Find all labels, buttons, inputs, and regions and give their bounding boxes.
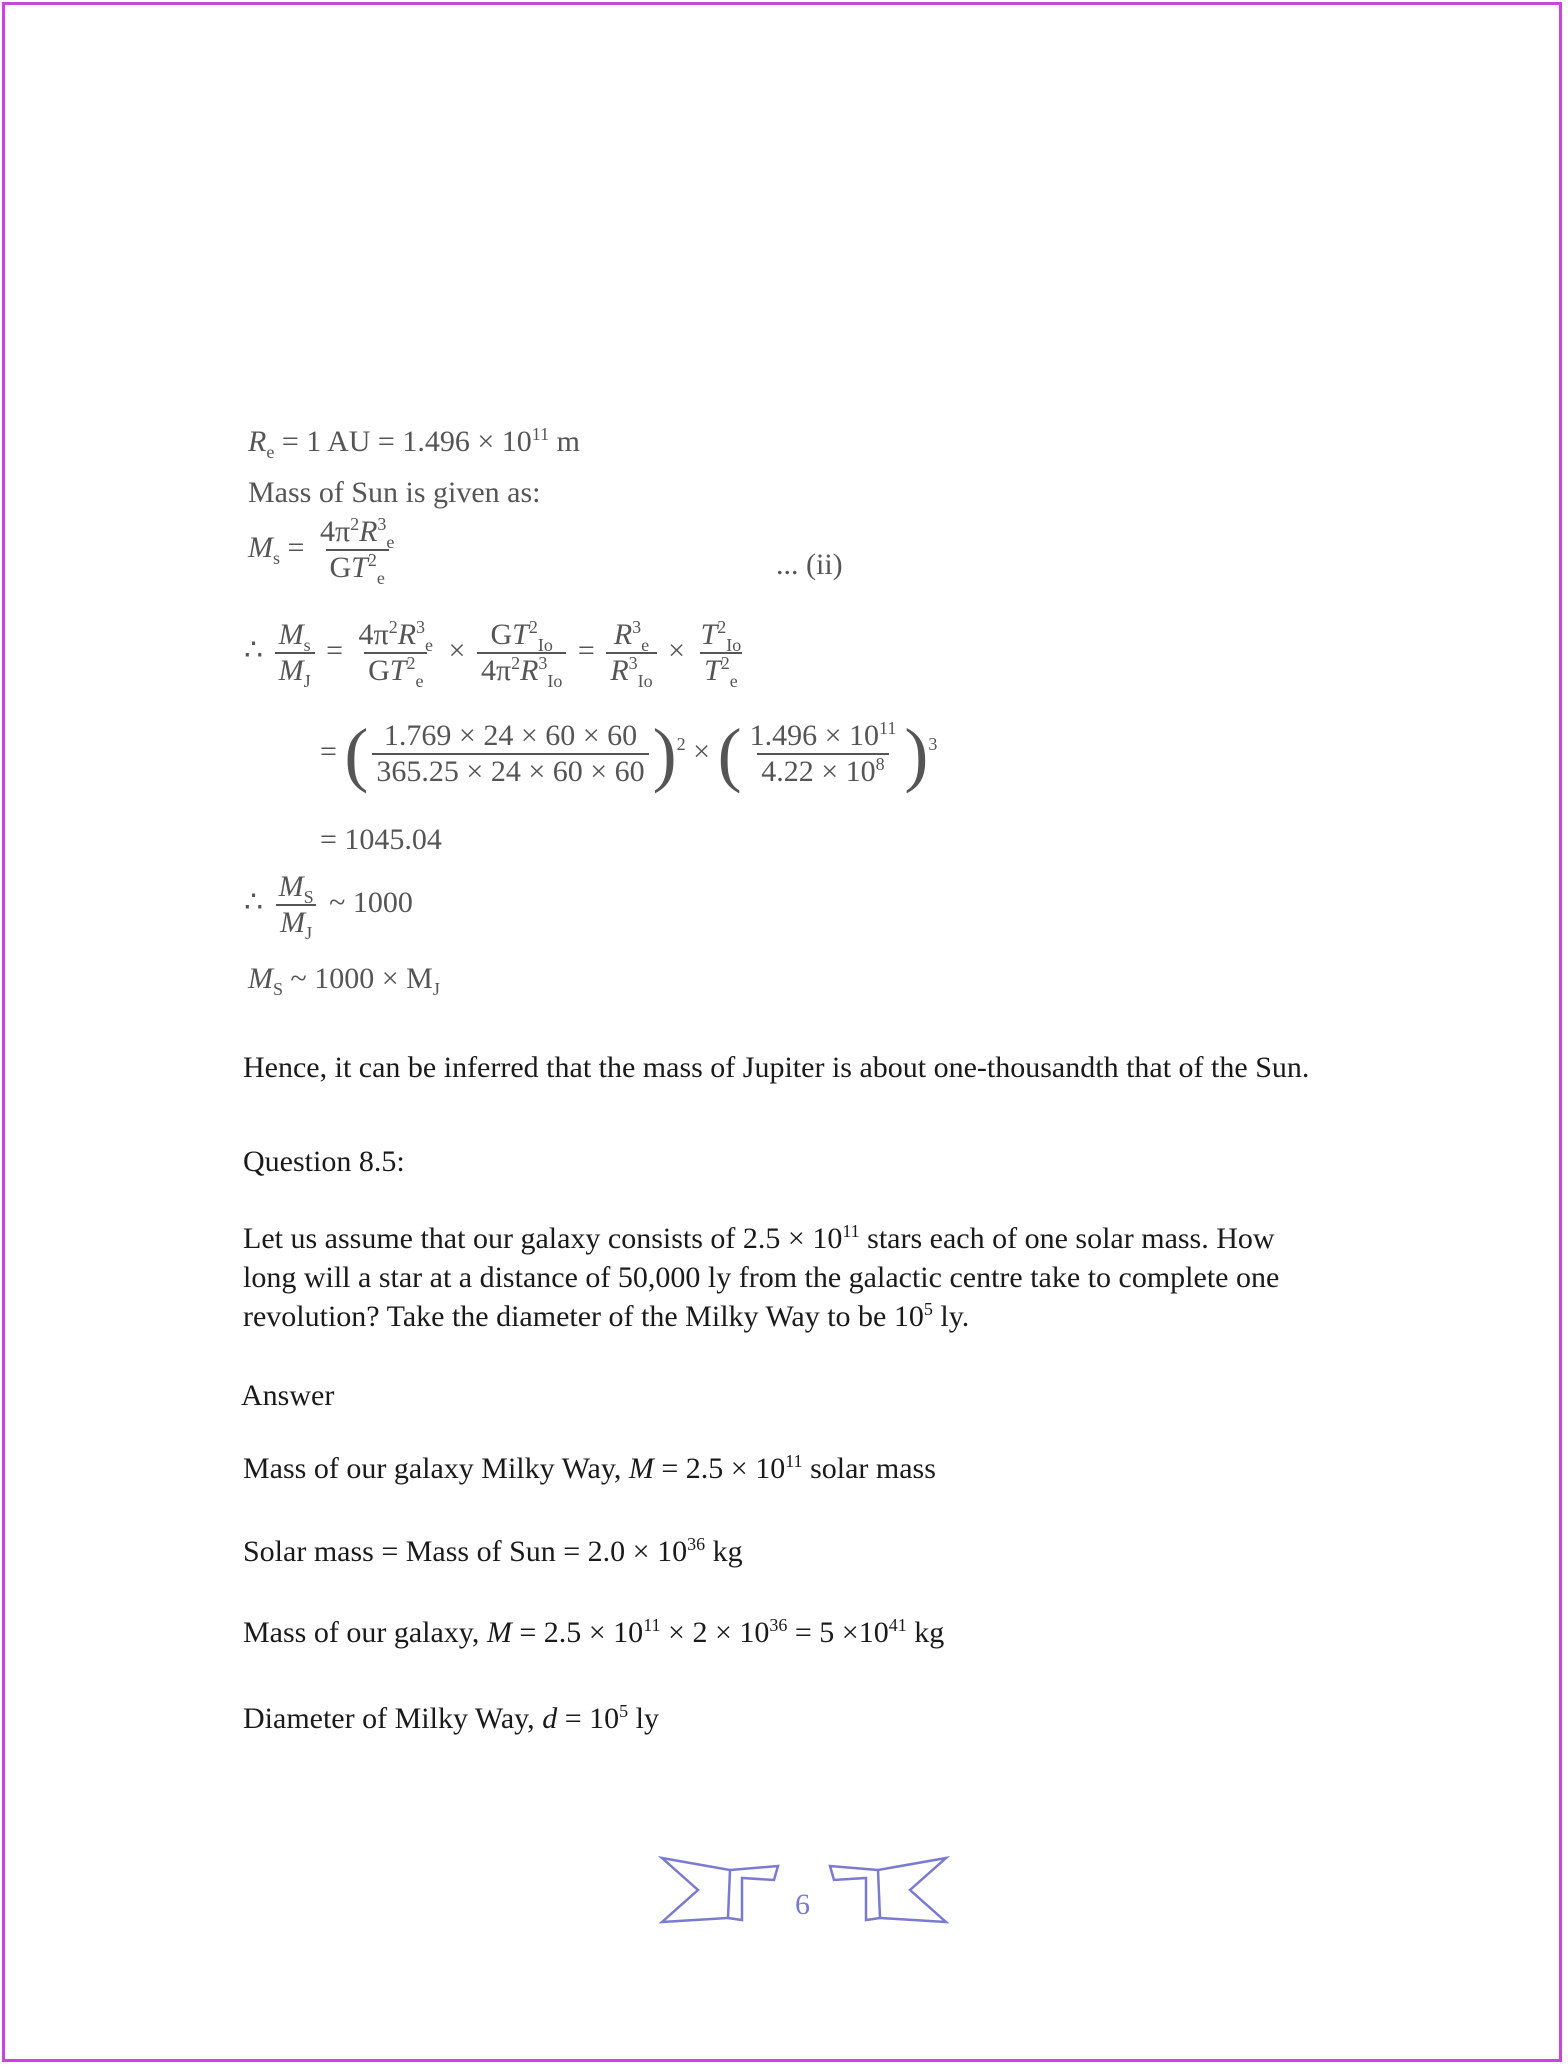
answer-line-1: Mass of our galaxy Milky Way, $M = 2.5 \times 10^{11}$ solar mass bbox=[243, 1451, 936, 1485]
ratio-equation: ∴ $\frac{M_s}{M_J}$ = $\frac{4\pi^2R^3_e}{GT^2_e}$ × $\frac{GT^2_{Io}}{4\pi^2R^3_{Io}}$ = $\frac{R^3_e}{R^3_{Io}}$ × $\frac{T^2_{Io}}{T^2_e}$ bbox=[244, 617, 742, 691]
question-line-3: revolution? Take the diameter of the Milky Way to be $10^5$ ly. bbox=[243, 1299, 970, 1333]
inference-text: Hence, it can be inferred that the mass of Jupiter is about one-thousandth that of the Sun. bbox=[243, 1051, 1310, 1084]
question-line-1: Let us assume that our galaxy consists of $2.5 \times 10^{11}$ stars each of one solar mass. How bbox=[243, 1221, 1275, 1255]
question-label: Question 8.5: bbox=[243, 1145, 405, 1178]
re-equation: $R_e = 1$ AU = $1.496 \times 10^{11}$ m bbox=[248, 424, 580, 462]
answer-label: Answer bbox=[241, 1379, 335, 1412]
answer-line-3: Mass of our galaxy, $M = 2.5 \times 10^{11} \times 2 \times 10^{36} = 5 \times 10^{41}$ kg bbox=[243, 1615, 945, 1649]
numeric-equation: = ( $\frac{1.769 \times 24 \times 60 \times 60}{365.25 \times 24 \times 60 \times 60}$ )$^2$ × ( $\frac{1.496 \times 10^{11}}{4.22 \times 10^8}$ )$^3$ bbox=[320, 714, 938, 794]
answer-line-2: Solar mass = Mass of Sun = $2.0 \times 10^{36}$ kg bbox=[243, 1534, 743, 1568]
approx-ratio: ∴ $\frac{M_S}{M_J}$ ~ 1000 bbox=[244, 870, 413, 943]
equation-tag: ... (ii) bbox=[776, 548, 843, 581]
page-number: 6 bbox=[795, 1888, 810, 1921]
result-value: = 1045.04 bbox=[320, 823, 442, 856]
question-line-2: long will a star at a distance of 50,000 ly from the galactic centre take to complete one bbox=[243, 1261, 1280, 1294]
approx-mass: $M_S$ ~ $1000 \times M_J$ bbox=[248, 962, 440, 999]
answer-line-4: Diameter of Milky Way, $d = 10^5$ ly bbox=[243, 1701, 659, 1735]
equation-ms: $M_s$ = $\frac{4\pi^2R^3_e}{GT^2_e}$ bbox=[248, 514, 395, 588]
mass-sun-intro: Mass of Sun is given as: bbox=[248, 476, 541, 509]
page-border bbox=[2, 2, 1562, 2062]
